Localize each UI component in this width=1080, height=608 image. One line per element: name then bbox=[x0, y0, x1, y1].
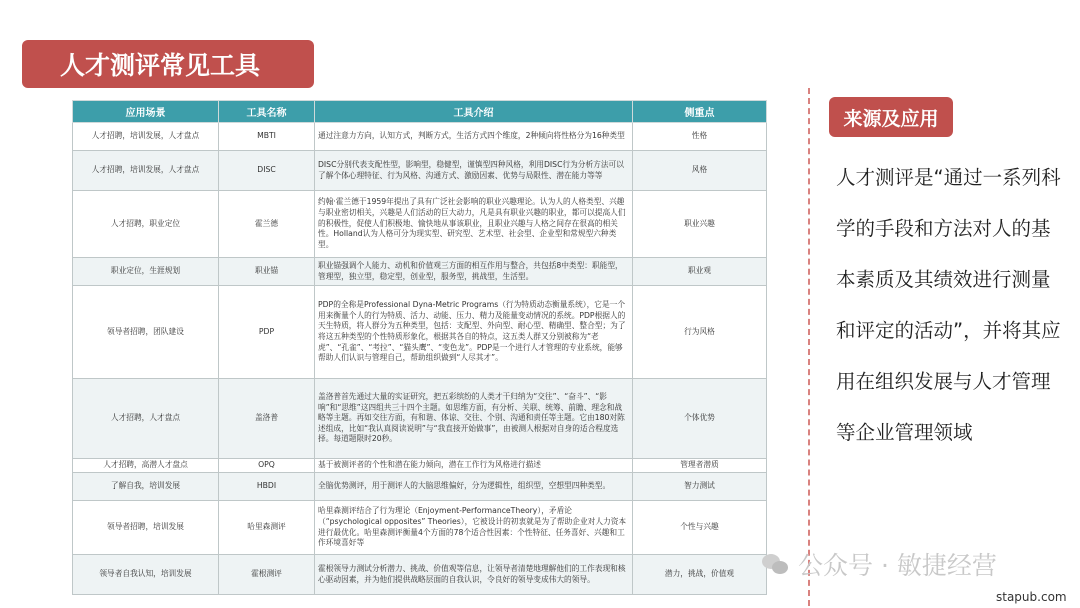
section-divider bbox=[808, 88, 810, 606]
cell-intro: PDP的全称是Professional Dyna-Metric Programs（行为特质动态衡量系统），它是一个用来衡量个人的行为特质、活力、动能、压力、精力及能量变动情况的系统。PDP根据人的天生特质，将人群分为五种类型，包括：支配型、外向型、耐心型、精确型、整合型；为了将这五种类型的个性特质形象化，根据其各自的特点，这五类人群又分别被称为“老虎”、“孔雀”、“考拉”、“猫头鹰”、“变色龙”。PDP是一个进行人才管理的专业系统，能够帮助人们认识与管理自己，帮助组织做到“人尽其才”。 bbox=[315, 286, 633, 379]
cell-focus: 风格 bbox=[633, 151, 767, 191]
cell-tool: 盖洛普 bbox=[219, 379, 315, 459]
cell-tool: 哈里森测评 bbox=[219, 501, 315, 555]
cell-tool: PDP bbox=[219, 286, 315, 379]
cell-scene: 职业定位，生涯规划 bbox=[73, 258, 219, 286]
header-focus: 侧重点 bbox=[633, 101, 767, 123]
cell-tool: MBTI bbox=[219, 123, 315, 151]
cell-focus: 管理者潜质 bbox=[633, 459, 767, 473]
table-row bbox=[73, 473, 767, 501]
cell-tool: 职业锚 bbox=[219, 258, 315, 286]
cell-intro: 约翰·霍兰德于1959年提出了具有广泛社会影响的职业兴趣理论。认为人的人格类型、兴趣与职业密切相关，兴趣是人们活动的巨大动力，凡是具有职业兴趣的职业，都可以提高人们的积极性，促使人们积极地、愉快地从事该职业，且职业兴趣与人格之间存在很高的相关性。Holland认为人格可分为现实型、研究型、艺术型、社会型、企业型和常规型六种类型。 bbox=[315, 191, 633, 258]
cell-intro: 职业锚强调个人能力、动机和价值观三方面的相互作用与整合，共包括8中类型：职能型，管理型，独立型，稳定型，创业型，服务型，挑战型，生活型。 bbox=[315, 258, 633, 286]
cell-focus: 性格 bbox=[633, 123, 767, 151]
cell-scene: 领导者招聘，培训发展 bbox=[73, 501, 219, 555]
table-row bbox=[73, 151, 767, 191]
cell-tool: HBDI bbox=[219, 473, 315, 501]
table-row bbox=[73, 191, 767, 258]
source-application-badge: 来源及应用 bbox=[829, 97, 953, 137]
cell-scene: 领导者自我认知，培训发展 bbox=[73, 555, 219, 595]
cell-focus: 潜力，挑战，价值观 bbox=[633, 555, 767, 595]
table-row bbox=[73, 286, 767, 379]
cell-focus: 职业观 bbox=[633, 258, 767, 286]
site-watermark: stapub.com bbox=[996, 590, 1067, 604]
cell-intro: DISC分别代表支配性型，影响型，稳健型，谨慎型四种风格，利用DISC行为分析方法可以了解个体心理特征、行为风格、沟通方式、激励因素、优势与局限性、潜在能力等等 bbox=[315, 151, 633, 191]
cell-tool: DISC bbox=[219, 151, 315, 191]
table-row bbox=[73, 379, 767, 459]
tools-table bbox=[72, 100, 767, 595]
cell-intro: 基于被测评者的个性和潜在能力倾向，潜在工作行为风格进行描述 bbox=[315, 459, 633, 473]
cell-scene: 了解自我，培训发展 bbox=[73, 473, 219, 501]
table-row bbox=[73, 123, 767, 151]
cell-intro: 盖洛普首先通过大量的实证研究，把五彩缤纷的人类才干归纳为“交往”、“奋斗”、“影响”和“思维”这四组共三十四个主题。如思维方面，有分析、关联、统筹、前瞻、理念和战略等主题。再如交往方面，有和谐、体谅、交往、个别、沟通和责任等主题。它由180对陈述组成，比如“我认真阅读说明”与“我直接开始做事”，由被测人根据对自身的适合程度选择。每道题限时20秒。 bbox=[315, 379, 633, 459]
table-header-row bbox=[73, 101, 767, 123]
cell-scene: 人才招聘，高潜人才盘点 bbox=[73, 459, 219, 473]
cell-scene: 领导者招聘，团队建设 bbox=[73, 286, 219, 379]
cell-scene: 人才招聘，培训发展，人才盘点 bbox=[73, 151, 219, 191]
header-intro: 工具介绍 bbox=[315, 101, 633, 123]
cell-scene: 人才招聘，人才盘点 bbox=[73, 379, 219, 459]
cell-intro: 通过注意力方向，认知方式，判断方式，生活方式四个维度，2种倾向将性格分为16种类型 bbox=[315, 123, 633, 151]
cell-focus: 个体优势 bbox=[633, 379, 767, 459]
table-row bbox=[73, 555, 767, 595]
tools-table-container bbox=[72, 100, 766, 595]
cell-tool: OPQ bbox=[219, 459, 315, 473]
watermark-text: 公众号 · 敏捷经营 bbox=[798, 551, 997, 580]
cell-focus: 个性与兴趣 bbox=[633, 501, 767, 555]
wechat-icon bbox=[762, 552, 790, 576]
watermark bbox=[762, 546, 997, 582]
table-row bbox=[73, 501, 767, 555]
cell-focus: 行为风格 bbox=[633, 286, 767, 379]
cell-intro: 全脑优势测评，用于测评人的大脑思维偏好，分为逻辑性，组织型，空想型四种类型。 bbox=[315, 473, 633, 501]
page-title: 人才测评常见工具 bbox=[22, 40, 314, 88]
cell-focus: 职业兴趣 bbox=[633, 191, 767, 258]
definition-text: 人才测评是“通过一系列科学的手段和方法对人的基本素质及其绩效进行测量和评定的活动”，并将其应用在组织发展与人才管理等企业管理领域 bbox=[836, 166, 1061, 444]
cell-scene: 人才招聘，职业定位 bbox=[73, 191, 219, 258]
cell-intro: 哈里森测评结合了行为理论（Enjoyment-PerformanceTheory），矛盾论（“psychological opposites” Theories），它被设计的初衷就是为了帮助企业对人力资本进行最优化。哈里森测评衡量4个方面的78个适合性因素：个性特征、任务喜好、兴趣和工作环境喜好等 bbox=[315, 501, 633, 555]
cell-tool: 霍根测评 bbox=[219, 555, 315, 595]
table-row bbox=[73, 459, 767, 473]
cell-intro: 霍根领导力测试分析潜力、挑战、价值观等信息，让领导者清楚地理解他们的工作表现和核心驱动因素，并为他们提供战略层面的自我认识，令良好的领导变成伟大的领导。 bbox=[315, 555, 633, 595]
header-scene: 应用场景 bbox=[73, 101, 219, 123]
cell-scene: 人才招聘，培训发展，人才盘点 bbox=[73, 123, 219, 151]
cell-focus: 智力测试 bbox=[633, 473, 767, 501]
cell-tool: 霍兰德 bbox=[219, 191, 315, 258]
table-row bbox=[73, 258, 767, 286]
header-tool: 工具名称 bbox=[219, 101, 315, 123]
